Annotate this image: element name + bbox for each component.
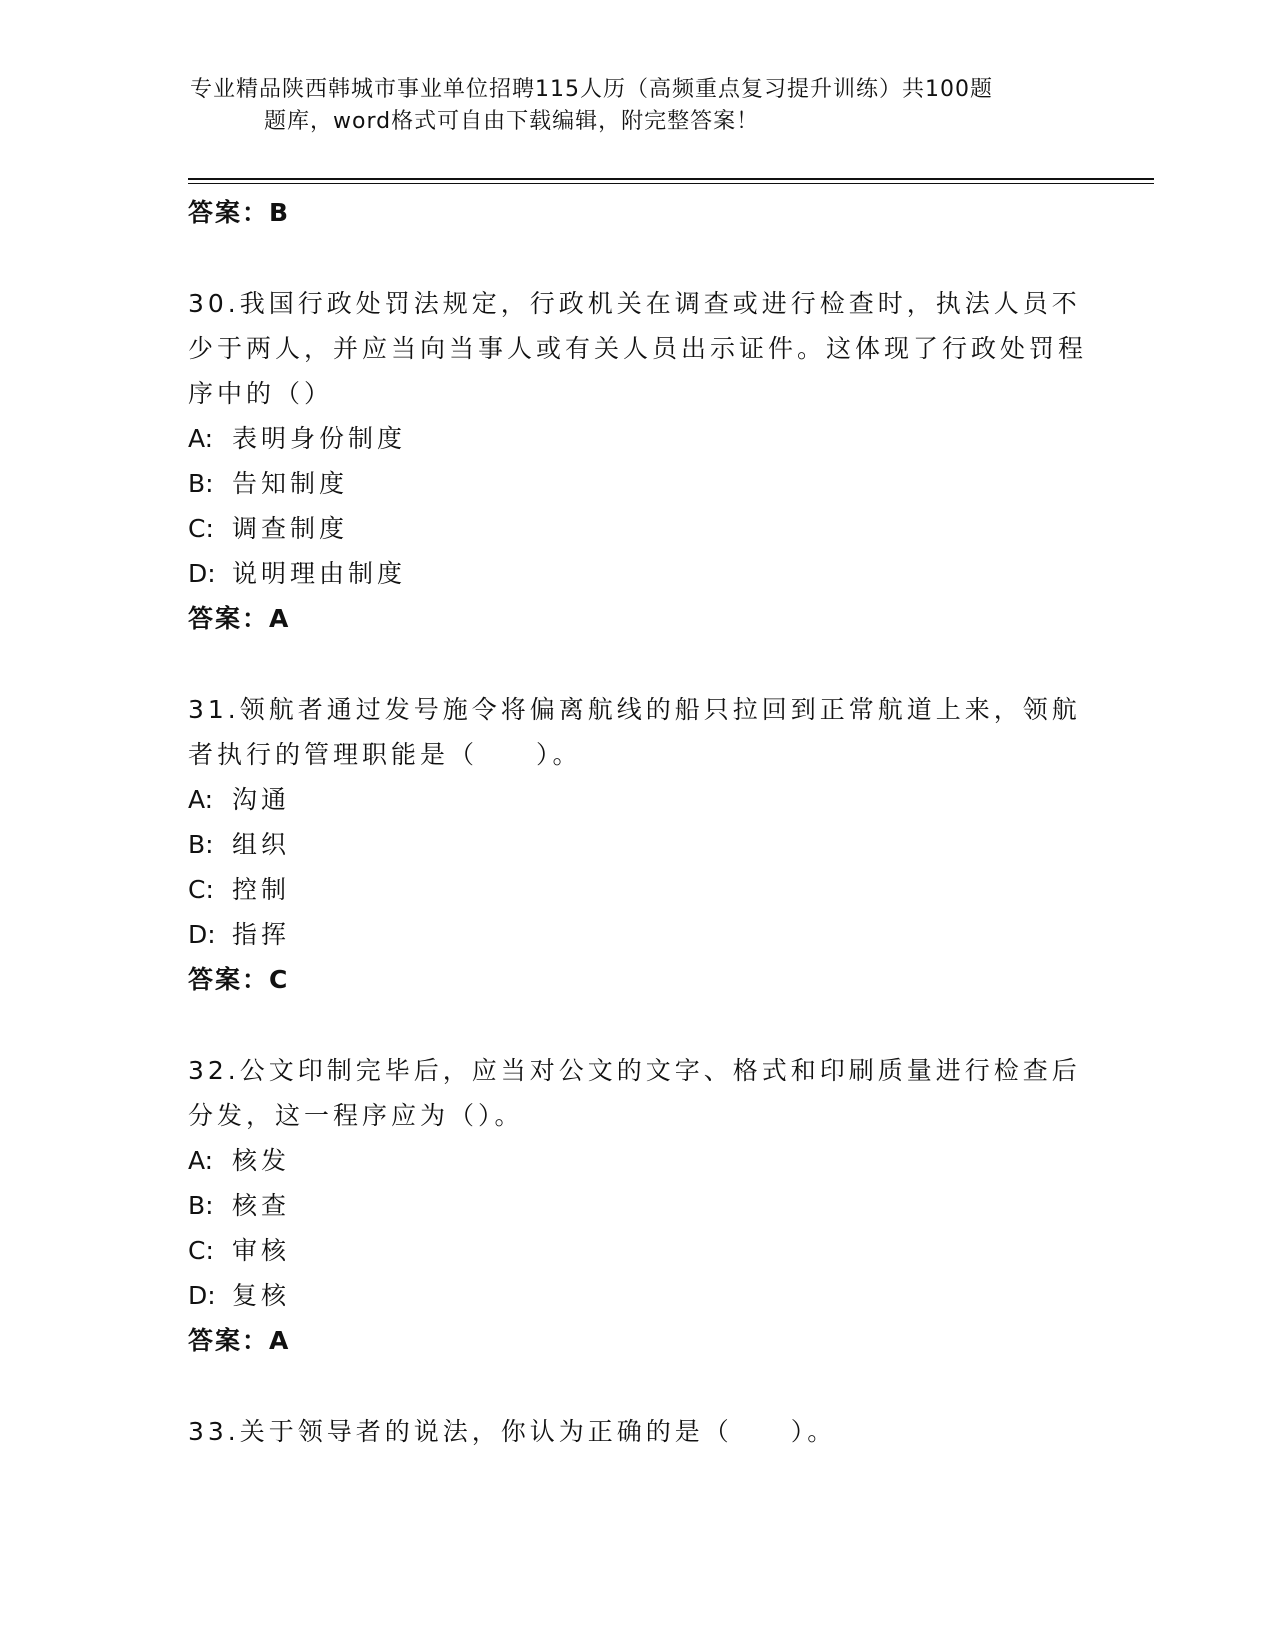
answer-line: [188, 190, 1088, 235]
option-text: 核查: [232, 1191, 291, 1220]
option-a: [188, 1138, 1088, 1183]
option-text: 告知制度: [232, 469, 349, 498]
header-title-line1: 专业精品陕西韩城市事业单位招聘115人历（高频重点复习提升训练）共100题: [190, 77, 993, 102]
document-body: [188, 190, 1088, 1454]
question-block: [188, 1409, 1088, 1454]
option-text: 审核: [232, 1236, 291, 1265]
question-block: [188, 687, 1088, 1002]
option-text: 控制: [232, 875, 291, 904]
answer-label: 答案：: [188, 1326, 270, 1355]
option-key: B:: [188, 1191, 214, 1220]
option-key: C:: [188, 1236, 214, 1265]
option-text: 说明理由制度: [232, 559, 407, 588]
option-text: 指挥: [232, 920, 291, 949]
question-stem: 30.我国行政处罚法规定，行政机关在调查或进行检查时，执法人员不少于两人，并应当向当事人或有关人员出示证件。这体现了行政处罚程序中的（）: [188, 289, 1088, 408]
option-key: A:: [188, 1146, 214, 1175]
option-key: D:: [188, 1281, 216, 1310]
answer-value: B: [269, 198, 291, 227]
option-a: [188, 416, 1088, 461]
question-block: [188, 1048, 1088, 1363]
question-stem: 32.公文印制完毕后，应当对公文的文字、格式和印刷质量进行检查后分发，这一程序应为（）。: [188, 1056, 1081, 1130]
header-title-line2: 题库，word格式可自由下载编辑，附完整答案！: [264, 109, 760, 134]
option-key: D:: [188, 920, 216, 949]
option-key: B:: [188, 830, 214, 859]
answer-label: 答案：: [188, 604, 270, 633]
option-text: 核发: [232, 1146, 291, 1175]
answer-line: [188, 596, 1088, 641]
option-key: A:: [188, 424, 214, 453]
option-text: 复核: [232, 1281, 291, 1310]
answer-value: A: [269, 604, 291, 633]
option-text: 表明身份制度: [232, 424, 407, 453]
option-key: A:: [188, 785, 214, 814]
question-stem: 31.领航者通过发号施令将偏离航线的船只拉回到正常航道上来，领航者执行的管理职能是（ ）。: [188, 695, 1081, 769]
option-a: [188, 777, 1088, 822]
option-c: [188, 506, 1088, 551]
option-key: D:: [188, 559, 216, 588]
option-b: [188, 461, 1088, 506]
header-rule-thick: [188, 178, 1154, 180]
option-key: C:: [188, 514, 214, 543]
option-text: 组织: [232, 830, 291, 859]
answer-line: [188, 1318, 1088, 1363]
page-header: [190, 74, 1090, 138]
answer-value: A: [269, 1326, 291, 1355]
option-key: B:: [188, 469, 214, 498]
option-c: [188, 867, 1088, 912]
question-block: [188, 281, 1088, 641]
option-c: [188, 1228, 1088, 1273]
answer-value: C: [269, 965, 290, 994]
option-text: 调查制度: [232, 514, 349, 543]
option-d: [188, 912, 1088, 957]
question-stem: 33.关于领导者的说法，你认为正确的是（ ）。: [188, 1417, 837, 1446]
option-key: C:: [188, 875, 214, 904]
header-rule-thin: [188, 183, 1154, 184]
option-b: [188, 822, 1088, 867]
answer-label: 答案：: [188, 198, 270, 227]
answer-label: 答案：: [188, 965, 270, 994]
answer-line: [188, 957, 1088, 1002]
option-d: [188, 1273, 1088, 1318]
option-b: [188, 1183, 1088, 1228]
option-text: 沟通: [232, 785, 291, 814]
option-d: [188, 551, 1088, 596]
